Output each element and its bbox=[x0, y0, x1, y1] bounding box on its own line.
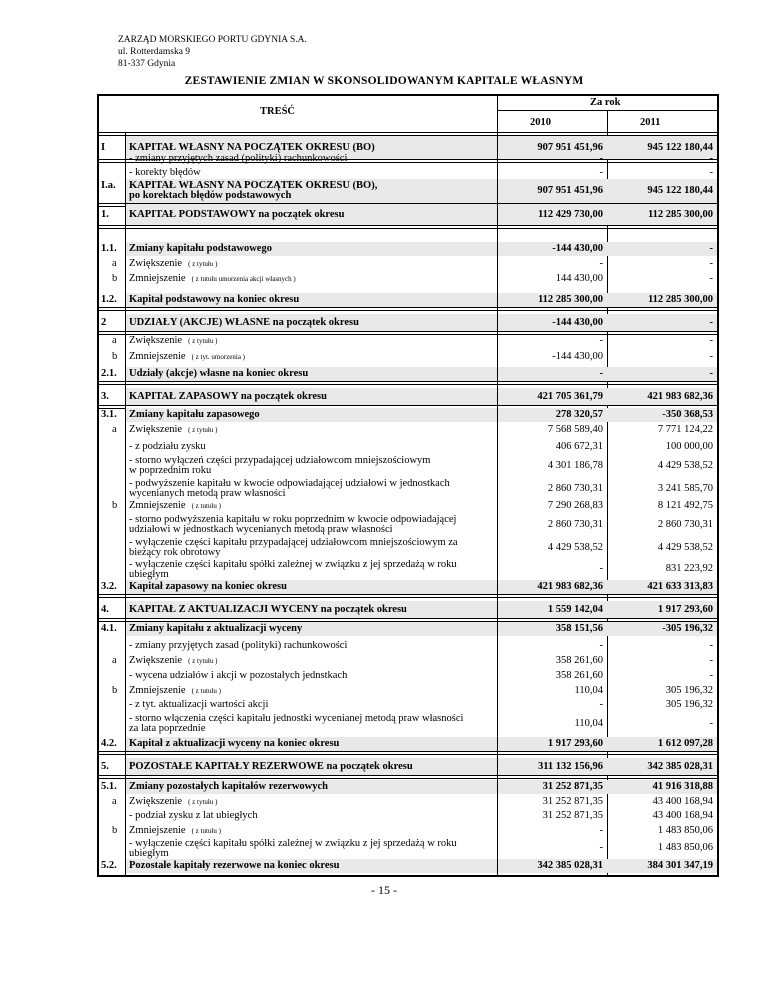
value-2011: 3 241 585,70 bbox=[657, 483, 713, 494]
row-label: Zwiększenie ( z tytułu ) bbox=[129, 796, 218, 807]
row-label: Zwiększenie ( z tytułu ) bbox=[129, 424, 218, 435]
row-label-continued: w poprzednim roku bbox=[129, 465, 212, 476]
value-2010: 2 860 730,31 bbox=[547, 483, 603, 494]
value-2011: 43 400 168,94 bbox=[652, 796, 713, 807]
value-2011: - bbox=[709, 351, 713, 362]
value-2010: 311 132 156,96 bbox=[537, 761, 603, 772]
value-2011: - bbox=[709, 317, 713, 328]
row-number: I bbox=[101, 142, 106, 153]
row-label-continued: udziałowi w jednostkach wycenianych metodą praw własności bbox=[129, 524, 393, 535]
row-number: 5. bbox=[101, 761, 109, 772]
value-2011: 1 483 850,06 bbox=[657, 825, 713, 836]
row-label-note: ( z tutułu ) bbox=[191, 687, 221, 695]
value-2010: 110,04 bbox=[574, 718, 603, 729]
value-2011: - bbox=[709, 335, 713, 346]
company-name: ZARZĄD MORSKIEGO PORTU GDYNIA S.A. bbox=[118, 35, 307, 45]
value-2010: - bbox=[599, 640, 603, 651]
row-label: Zmiany pozostałych kapitałów rezerwowych bbox=[129, 781, 329, 792]
value-2011: 1 483 850,06 bbox=[657, 842, 713, 853]
row-number: 5.1. bbox=[101, 781, 117, 792]
row-number: 3.2. bbox=[101, 581, 117, 592]
row-label-continued: bieżący rok obrotowy bbox=[129, 547, 221, 558]
header-year-2010: 2010 bbox=[530, 117, 551, 128]
row-label-continued: ubiegłym bbox=[129, 569, 169, 580]
row-number: 2.1. bbox=[101, 368, 117, 379]
row-label: KAPITAŁ WŁASNY NA POCZĄTEK OKRESU (BO) bbox=[129, 142, 375, 153]
row-sub-letter: a bbox=[112, 424, 117, 435]
row-label-continued: po korektach błędów podstawowych bbox=[129, 190, 292, 201]
value-2011: 100 000,00 bbox=[665, 441, 713, 452]
value-2011: - bbox=[709, 670, 713, 681]
value-2010: 1 917 293,60 bbox=[547, 738, 603, 749]
row-label: Udziały (akcje) własne na koniec okresu bbox=[129, 368, 309, 379]
row-sub-letter: b bbox=[112, 500, 118, 511]
value-2011: 421 983 682,36 bbox=[647, 391, 713, 402]
row-number: 1. bbox=[101, 209, 109, 220]
row-sub-letter: a bbox=[112, 796, 117, 807]
row-sub-letter: a bbox=[112, 655, 117, 666]
row-label: - storno włączenia części kapitału jednostki wycenianej metodą praw własności bbox=[129, 713, 464, 724]
value-2011: 831 223,92 bbox=[665, 563, 713, 574]
value-2011: - bbox=[709, 153, 713, 164]
value-2011: 2 860 730,31 bbox=[657, 519, 713, 530]
page-number: - 15 - bbox=[371, 883, 397, 897]
value-2011: 305 196,32 bbox=[665, 699, 713, 710]
row-number: 1.2. bbox=[101, 294, 117, 305]
value-2010: 144 430,00 bbox=[555, 273, 603, 284]
value-2011: - bbox=[709, 368, 713, 379]
row-label: Kapitał z aktualizacji wyceny na koniec okresu bbox=[129, 738, 340, 749]
row-label: Zwiększenie ( z tytułu ) bbox=[129, 258, 218, 269]
row-label: Pozostałe kapitały rezerwowe na koniec okresu bbox=[129, 860, 340, 871]
value-2010: 358 151,56 bbox=[555, 623, 603, 634]
row-label: KAPITAŁ Z AKTUALIZACJI WYCENY na początek okresu bbox=[129, 604, 407, 615]
value-2011: 421 633 313,83 bbox=[647, 581, 713, 592]
row-number: 4.2. bbox=[101, 738, 117, 749]
value-2011: - bbox=[709, 243, 713, 254]
row-label: Zmiany kapitału z aktualizacji wyceny bbox=[129, 623, 303, 634]
value-2011: 8 121 492,75 bbox=[657, 500, 713, 511]
row-label-note: ( z tutułu ) bbox=[191, 827, 221, 835]
value-2010: -144 430,00 bbox=[552, 243, 603, 254]
row-label: Zwiększenie ( z tytułu ) bbox=[129, 655, 218, 666]
row-label: - zmiany przyjętych zasad (polityki) rachunkowości bbox=[129, 153, 348, 164]
row-number: 5.2. bbox=[101, 860, 117, 871]
row-label: - z tyt. aktualizacji wartości akcji bbox=[129, 699, 269, 710]
row-label-note: ( z tytułu ) bbox=[188, 337, 218, 345]
value-2011: -350 368,53 bbox=[662, 409, 713, 420]
row-separator bbox=[97, 775, 719, 779]
value-2011: 112 285 300,00 bbox=[647, 209, 713, 220]
value-2010: 358 261,60 bbox=[555, 670, 603, 681]
value-2010: - bbox=[599, 167, 603, 178]
value-2011: 41 916 318,88 bbox=[652, 781, 713, 792]
value-2010: - bbox=[599, 368, 603, 379]
row-label: - z podziału zysku bbox=[129, 441, 206, 452]
header-year-2011: 2011 bbox=[640, 117, 661, 128]
row-label-note: ( z tutułu ) bbox=[191, 502, 221, 510]
header-period: Za rok bbox=[590, 97, 621, 108]
row-label: UDZIAŁY (AKCJE) WŁASNE na początek okresu bbox=[129, 317, 359, 328]
value-2011: - bbox=[709, 273, 713, 284]
row-number: 2 bbox=[101, 317, 107, 328]
row-label: Kapitał podstawowy na koniec okresu bbox=[129, 294, 300, 305]
row-separator bbox=[97, 381, 719, 385]
value-2010: 2 860 730,31 bbox=[547, 519, 603, 530]
value-2011: 4 429 538,52 bbox=[657, 460, 713, 471]
row-sub-letter: a bbox=[112, 258, 117, 269]
value-2010: - bbox=[599, 825, 603, 836]
value-2010: 342 385 028,31 bbox=[537, 860, 603, 871]
value-2011: 342 385 028,31 bbox=[647, 761, 713, 772]
row-label-note: ( z tyt. umorzenia ) bbox=[191, 353, 246, 361]
value-2010: 4 429 538,52 bbox=[547, 542, 603, 553]
row-label: - korekty błędów bbox=[129, 167, 201, 178]
value-2010: 7 568 589,40 bbox=[547, 424, 603, 435]
row-label-note: ( z tytułu ) bbox=[188, 426, 218, 434]
row-label-note: ( z tytułu ) bbox=[188, 798, 218, 806]
value-2010: -144 430,00 bbox=[552, 317, 603, 328]
row-label: - wyłączenie części kapitału przypadającej udziałowcom mniejszościowym za bbox=[129, 537, 458, 548]
row-label-note: ( z tutułu umorzenia akcji własnych ) bbox=[191, 275, 296, 283]
row-label: - zmiany przyjętych zasad (polityki) rachunkowości bbox=[129, 640, 348, 651]
value-2011: 945 122 180,44 bbox=[647, 185, 713, 196]
row-label: - wyłączenie części kapitału spółki zależnej w związku z jej sprzedażą w roku bbox=[129, 838, 457, 849]
value-2010: 907 951 451,96 bbox=[537, 185, 603, 196]
value-2010: -144 430,00 bbox=[552, 351, 603, 362]
value-2010: - bbox=[599, 699, 603, 710]
value-2010: 1 559 142,04 bbox=[547, 604, 603, 615]
row-label-note: ( z tytułu ) bbox=[188, 657, 218, 665]
value-2011: - bbox=[709, 640, 713, 651]
value-2011: 7 771 124,22 bbox=[657, 424, 713, 435]
value-2011: -305 196,32 bbox=[662, 623, 713, 634]
value-2010: 406 672,31 bbox=[555, 441, 603, 452]
row-label: Zmiany kapitału zapasowego bbox=[129, 409, 260, 420]
value-2010: - bbox=[599, 258, 603, 269]
value-2010: 278 320,57 bbox=[555, 409, 603, 420]
row-label: Kapitał zapasowy na koniec okresu bbox=[129, 581, 287, 592]
value-2010: 110,04 bbox=[574, 685, 603, 696]
row-number: 3.1. bbox=[101, 409, 117, 420]
row-label: POZOSTAŁE KAPITAŁY REZERWOWE na początek okresu bbox=[129, 761, 413, 772]
row-label: - wycena udziałów i akcji w pozostałych jednstkach bbox=[129, 670, 348, 681]
row-number: 4. bbox=[101, 604, 109, 615]
value-2010: - bbox=[599, 335, 603, 346]
row-label: - podział zysku z lat ubiegłych bbox=[129, 810, 258, 821]
row-label: KAPITAŁ WŁASNY NA POCZĄTEK OKRESU (BO), bbox=[129, 180, 378, 191]
company-city: 81-337 Gdynia bbox=[118, 59, 176, 69]
value-2010: 31 252 871,35 bbox=[542, 810, 603, 821]
row-sub-letter: b bbox=[112, 685, 118, 696]
row-separator bbox=[97, 751, 719, 755]
value-2010: 421 705 361,79 bbox=[537, 391, 603, 402]
value-2011: - bbox=[709, 258, 713, 269]
value-2011: - bbox=[709, 718, 713, 729]
value-2010: 31 252 871,35 bbox=[542, 781, 603, 792]
row-label: - podwyższenie kapitału w kwocie odpowiadającej udziałowi w jednostkach bbox=[129, 478, 450, 489]
row-label: Zmiany kapitału podstawowego bbox=[129, 243, 272, 254]
company-header bbox=[118, 34, 307, 70]
row-label: KAPITAŁ PODSTAWOWY na początek okresu bbox=[129, 209, 345, 220]
row-label: Zmniejszenie ( z tutułu umorzenia akcji własnych ) bbox=[129, 273, 296, 284]
row-sub-letter: b bbox=[112, 825, 118, 836]
row-label: Zwiększenie ( z tytułu ) bbox=[129, 335, 218, 346]
value-2010: 358 261,60 bbox=[555, 655, 603, 666]
value-2010: 4 301 186,78 bbox=[547, 460, 603, 471]
value-2011: - bbox=[709, 655, 713, 666]
company-street: ul. Rotterdamska 9 bbox=[118, 47, 191, 57]
value-2010: - bbox=[599, 153, 603, 164]
value-2011: 384 301 347,19 bbox=[647, 860, 713, 871]
value-2010: 421 983 682,36 bbox=[537, 581, 603, 592]
value-2010: - bbox=[599, 842, 603, 853]
row-number: 4.1. bbox=[101, 623, 117, 634]
row-label: Zmniejszenie ( z tutułu ) bbox=[129, 825, 221, 836]
value-2010: 112 285 300,00 bbox=[537, 294, 603, 305]
row-sub-letter: b bbox=[112, 351, 118, 362]
row-label-continued: ubiegłym bbox=[129, 848, 169, 859]
row-label-continued: wycenianych metodą praw własności bbox=[129, 488, 286, 499]
value-2011: 43 400 168,94 bbox=[652, 810, 713, 821]
value-2010: - bbox=[599, 563, 603, 574]
value-2010: 7 290 268,83 bbox=[547, 500, 603, 511]
value-2011: - bbox=[709, 167, 713, 178]
row-label-continued: za lata poprzednie bbox=[129, 723, 206, 734]
value-2011: 112 285 300,00 bbox=[647, 294, 713, 305]
row-label: - storno wyłączeń części przypadającej udziałowcom mniejszościowym bbox=[129, 455, 431, 466]
row-label: - storno podwyższenia kapitału w roku poprzednim w kwocie odpowiadającej bbox=[129, 514, 457, 525]
value-2011: 945 122 180,44 bbox=[647, 142, 713, 153]
value-2011: 305 196,32 bbox=[665, 685, 713, 696]
row-sub-letter: b bbox=[112, 273, 118, 284]
row-sub-letter: a bbox=[112, 335, 117, 346]
row-label: KAPITAŁ ZAPASOWY na początek okresu bbox=[129, 391, 327, 402]
header-content: TREŚĆ bbox=[260, 106, 296, 117]
document-title: ZESTAWIENIE ZMIAN W SKONSOLIDOWANYM KAPITALE WŁASNYM bbox=[184, 75, 584, 87]
row-label-note: ( z tytułu ) bbox=[188, 260, 218, 268]
value-2010: 907 951 451,96 bbox=[537, 142, 603, 153]
row-label: Zmniejszenie ( z tyt. umorzenia ) bbox=[129, 351, 246, 362]
row-label: - wyłączenie części kapitału spółki zależnej w związku z jej sprzedażą w roku bbox=[129, 559, 457, 570]
row-number: 1.1. bbox=[101, 243, 117, 254]
row-separator bbox=[97, 307, 719, 311]
row-label: Zmniejszenie ( z tutułu ) bbox=[129, 685, 221, 696]
header-line bbox=[497, 110, 719, 111]
value-2010: 31 252 871,35 bbox=[542, 796, 603, 807]
row-separator bbox=[97, 594, 719, 598]
row-label: Zmniejszenie ( z tutułu ) bbox=[129, 500, 221, 511]
row-number: 3. bbox=[101, 391, 109, 402]
value-2010: 112 429 730,00 bbox=[537, 209, 603, 220]
value-2011: 1 917 293,60 bbox=[657, 604, 713, 615]
row-number: I.a. bbox=[101, 180, 116, 191]
row-separator bbox=[97, 225, 719, 229]
value-2011: 1 612 097,28 bbox=[657, 738, 713, 749]
value-2011: 4 429 538,52 bbox=[657, 542, 713, 553]
